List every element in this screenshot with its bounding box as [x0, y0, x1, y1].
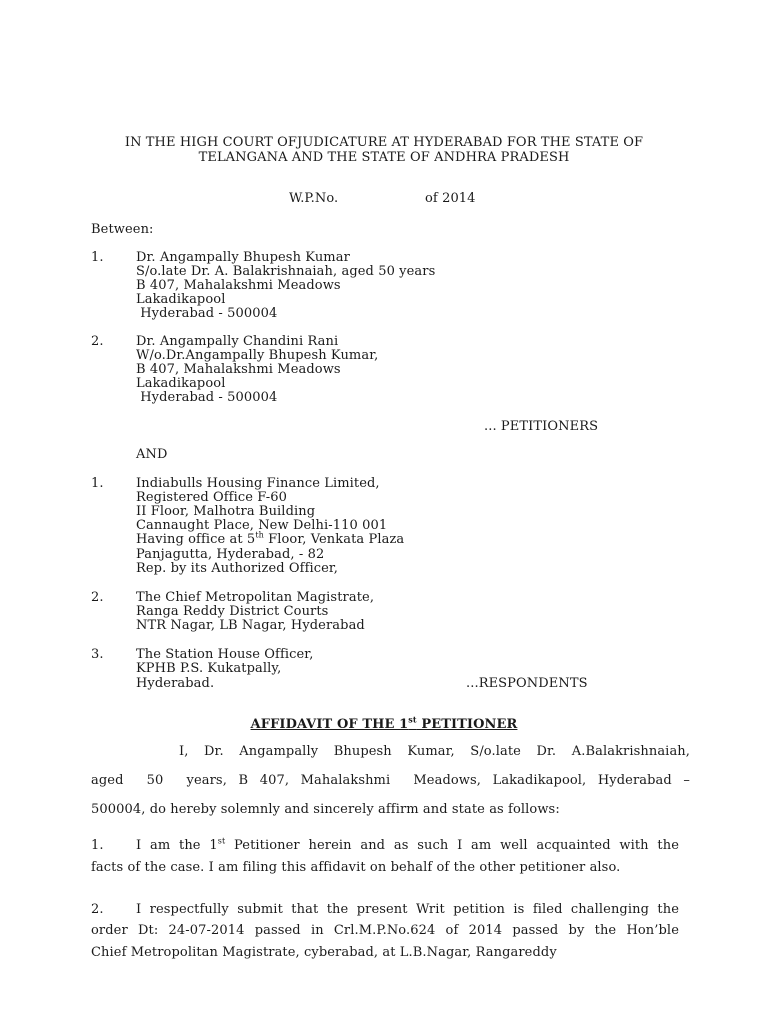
- between-label: Between:: [91, 222, 154, 237]
- respondent-office-line: [136, 532, 404, 547]
- affidavit-title-text: PETITIONER: [416, 717, 518, 732]
- respondent-line: KPHB P.S. Kukatpally,: [136, 661, 282, 676]
- petitioner-line: S/o.late Dr. A. Balakrishnaiah, aged 50 years: [136, 264, 436, 279]
- para-1-number: 1.: [91, 838, 104, 853]
- respondent-line: The Chief Metropolitan Magistrate,: [136, 590, 375, 605]
- respondent-line: Panjagutta, Hyderabad, - 82: [136, 547, 325, 562]
- intro-line-2: aged 50 years, B 407, Mahalakshmi Meadows, Lakadikapool, Hyderabad –: [91, 773, 690, 788]
- court-heading-line-1: IN THE HIGH COURT OFJUDICATURE AT HYDERABAD FOR THE STATE OF: [124, 135, 644, 150]
- respondent-line: NTR Nagar, LB Nagar, Hyderabad: [136, 618, 365, 633]
- respondent-number: 3.: [91, 647, 104, 662]
- para-2-line-2: order Dt: 24-07-2014 passed in Crl.M.P.No.624 of 2014 passed by the Hon’ble: [91, 923, 679, 938]
- affidavit-title-sup: st: [408, 714, 417, 725]
- wp-year: of 2014: [425, 191, 476, 206]
- petitioner-line: B 407, Mahalakshmi Meadows: [136, 362, 341, 377]
- para-1-line-2: facts of the case. I am filing this affidavit on behalf of the other petitioner also.: [91, 860, 621, 875]
- office-sup: th: [255, 530, 264, 540]
- respondent-line: Hyderabad.: [136, 676, 215, 691]
- wp-label: W.P.No.: [289, 191, 339, 206]
- petitioner-line: Hyderabad - 500004: [136, 306, 278, 321]
- respondent-line: II Floor, Malhotra Building: [136, 504, 316, 519]
- petitioner-line: Lakadikapool: [136, 292, 226, 307]
- para-1-line-1: [136, 838, 679, 853]
- respondent-line: Indiabulls Housing Finance Limited,: [136, 476, 380, 491]
- court-heading-line-2: TELANGANA AND THE STATE OF ANDHRA PRADESH: [198, 150, 570, 165]
- para-1-text: I am the 1: [136, 838, 218, 853]
- intro-line-1: I, Dr. Angampally Bhupesh Kumar, S/o.late Dr. A.Balakrishnaiah,: [179, 744, 690, 759]
- petitioner-line: Dr. Angampally Chandini Rani: [136, 334, 339, 349]
- para-1-sup: st: [217, 836, 226, 846]
- and-label: AND: [136, 447, 168, 462]
- petitioner-number: 1.: [91, 250, 104, 265]
- intro-line-3: 500004, do hereby solemnly and sincerely affirm and state as follows:: [91, 802, 560, 817]
- petitioners-label: ... PETITIONERS: [484, 419, 599, 434]
- respondent-line: The Station House Officer,: [136, 647, 314, 662]
- respondents-label: ...RESPONDENTS: [466, 676, 588, 691]
- para-1-text: Petitioner herein and as such I am well acquainted with the: [225, 838, 679, 853]
- para-2-line-3: Chief Metropolitan Magistrate, cyberabad, at L.B.Nagar, Rangareddy: [91, 945, 557, 960]
- affidavit-title: [0, 714, 768, 732]
- respondent-number: 1.: [91, 476, 104, 491]
- para-2-line-1: I respectfully submit that the present Writ petition is filed challenging the: [136, 902, 679, 917]
- petitioner-number: 2.: [91, 334, 104, 349]
- respondent-line: Ranga Reddy District Courts: [136, 604, 329, 619]
- respondent-line: Cannaught Place, New Delhi-110 001: [136, 518, 388, 533]
- petitioner-line: W/o.Dr.Angampally Bhupesh Kumar,: [136, 348, 379, 363]
- office-text: Having office at 5: [136, 532, 256, 547]
- petitioner-line: B 407, Mahalakshmi Meadows: [136, 278, 341, 293]
- petitioner-line: Hyderabad - 500004: [136, 390, 278, 405]
- respondent-line: Rep. by its Authorized Officer,: [136, 561, 339, 576]
- affidavit-title-text: AFFIDAVIT OF THE 1: [250, 717, 409, 732]
- respondent-number: 2.: [91, 590, 104, 605]
- office-text: Floor, Venkata Plaza: [263, 532, 405, 547]
- petitioner-line: Lakadikapool: [136, 376, 226, 391]
- respondent-line: Registered Office F-60: [136, 490, 288, 505]
- petitioner-line: Dr. Angampally Bhupesh Kumar: [136, 250, 350, 265]
- para-2-number: 2.: [91, 902, 104, 917]
